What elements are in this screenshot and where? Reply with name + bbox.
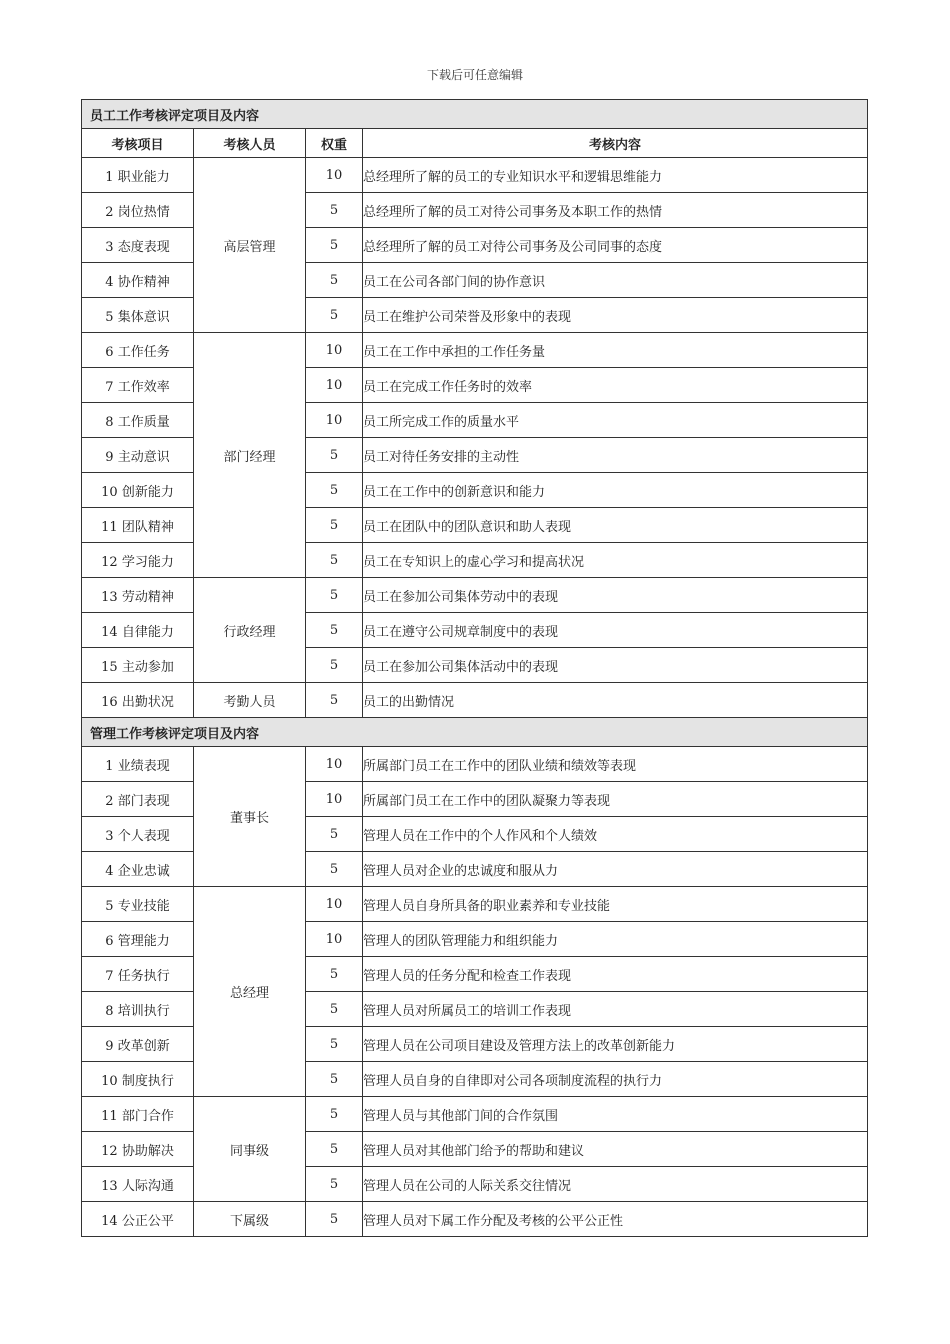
content-cell: 员工所完成工作的质量水平 bbox=[363, 403, 868, 438]
content-cell: 总经理所了解的员工对待公司事务及公司同事的态度 bbox=[363, 228, 868, 263]
item-name: 12 协助解决 bbox=[82, 1132, 194, 1167]
weight-cell: 5 bbox=[306, 438, 363, 473]
table-row bbox=[82, 158, 868, 193]
content-cell: 员工在参加公司集体劳动中的表现 bbox=[363, 578, 868, 613]
content-cell: 管理人员对企业的忠诚度和服从力 bbox=[363, 852, 868, 887]
item-name: 12 学习能力 bbox=[82, 543, 194, 578]
item-name: 6 管理能力 bbox=[82, 922, 194, 957]
item-name: 4 企业忠诚 bbox=[82, 852, 194, 887]
content-cell: 管理人员在公司项目建设及管理方法上的改革创新能力 bbox=[363, 1027, 868, 1062]
content-cell: 员工在完成工作任务时的效率 bbox=[363, 368, 868, 403]
weight-cell: 5 bbox=[306, 578, 363, 613]
weight-cell: 5 bbox=[306, 193, 363, 228]
content-cell: 所属部门员工在工作中的团队业绩和绩效等表现 bbox=[363, 747, 868, 782]
weight-cell: 10 bbox=[306, 922, 363, 957]
weight-cell: 5 bbox=[306, 852, 363, 887]
content-cell: 员工在公司各部门间的协作意识 bbox=[363, 263, 868, 298]
table-row bbox=[82, 887, 868, 922]
content-cell: 管理人员对下属工作分配及考核的公平公正性 bbox=[363, 1202, 868, 1237]
weight-cell: 5 bbox=[306, 298, 363, 333]
table-row bbox=[82, 578, 868, 613]
section-title: 管理工作考核评定项目及内容 bbox=[82, 718, 868, 747]
weight-cell: 5 bbox=[306, 992, 363, 1027]
evaluator-cell: 董事长 bbox=[194, 747, 306, 887]
weight-cell: 5 bbox=[306, 1062, 363, 1097]
content-cell: 员工在遵守公司规章制度中的表现 bbox=[363, 613, 868, 648]
content-cell: 员工在团队中的团队意识和助人表现 bbox=[363, 508, 868, 543]
column-header-content: 考核内容 bbox=[363, 129, 868, 158]
table-row bbox=[82, 1097, 868, 1132]
weight-cell: 5 bbox=[306, 228, 363, 263]
content-cell: 管理人员在公司的人际关系交往情况 bbox=[363, 1167, 868, 1202]
item-name: 14 自律能力 bbox=[82, 613, 194, 648]
item-name: 6 工作任务 bbox=[82, 333, 194, 368]
weight-cell: 10 bbox=[306, 333, 363, 368]
item-name: 9 改革创新 bbox=[82, 1027, 194, 1062]
item-name: 3 态度表现 bbox=[82, 228, 194, 263]
item-name: 1 职业能力 bbox=[82, 158, 194, 193]
content-cell: 管理人员在工作中的个人作风和个人绩效 bbox=[363, 817, 868, 852]
weight-cell: 5 bbox=[306, 683, 363, 718]
weight-cell: 5 bbox=[306, 1097, 363, 1132]
section-title: 员工工作考核评定项目及内容 bbox=[82, 100, 868, 129]
item-name: 2 部门表现 bbox=[82, 782, 194, 817]
weight-cell: 5 bbox=[306, 613, 363, 648]
content-cell: 员工在工作中的创新意识和能力 bbox=[363, 473, 868, 508]
weight-cell: 5 bbox=[306, 957, 363, 992]
content-cell: 所属部门员工在工作中的团队凝聚力等表现 bbox=[363, 782, 868, 817]
content-cell: 员工的出勤情况 bbox=[363, 683, 868, 718]
item-name: 5 专业技能 bbox=[82, 887, 194, 922]
item-name: 15 主动参加 bbox=[82, 648, 194, 683]
item-name: 10 制度执行 bbox=[82, 1062, 194, 1097]
content-cell: 员工对待任务安排的主动性 bbox=[363, 438, 868, 473]
evaluator-cell: 同事级 bbox=[194, 1097, 306, 1202]
section-header bbox=[82, 100, 868, 129]
evaluator-cell: 下属级 bbox=[194, 1202, 306, 1237]
table-row bbox=[82, 747, 868, 782]
weight-cell: 5 bbox=[306, 508, 363, 543]
weight-cell: 5 bbox=[306, 543, 363, 578]
evaluator-cell: 部门经理 bbox=[194, 333, 306, 578]
column-header-weight: 权重 bbox=[306, 129, 363, 158]
weight-cell: 5 bbox=[306, 473, 363, 508]
weight-cell: 10 bbox=[306, 887, 363, 922]
content-cell: 员工在维护公司荣誉及形象中的表现 bbox=[363, 298, 868, 333]
weight-cell: 10 bbox=[306, 368, 363, 403]
content-cell: 管理人员的任务分配和检查工作表现 bbox=[363, 957, 868, 992]
item-name: 2 岗位热情 bbox=[82, 193, 194, 228]
content-cell: 管理人员对其他部门给予的帮助和建议 bbox=[363, 1132, 868, 1167]
weight-cell: 10 bbox=[306, 158, 363, 193]
content-cell: 管理人的团队管理能力和组织能力 bbox=[363, 922, 868, 957]
section-header bbox=[82, 718, 868, 747]
item-name: 5 集体意识 bbox=[82, 298, 194, 333]
content-cell: 员工在工作中承担的工作任务量 bbox=[363, 333, 868, 368]
content-cell: 员工在参加公司集体活动中的表现 bbox=[363, 648, 868, 683]
content-cell: 员工在专知识上的虚心学习和提高状况 bbox=[363, 543, 868, 578]
column-header-evaluator: 考核人员 bbox=[194, 129, 306, 158]
content-cell: 管理人员与其他部门间的合作氛围 bbox=[363, 1097, 868, 1132]
weight-cell: 5 bbox=[306, 648, 363, 683]
item-name: 3 个人表现 bbox=[82, 817, 194, 852]
weight-cell: 5 bbox=[306, 1167, 363, 1202]
column-header-item: 考核项目 bbox=[82, 129, 194, 158]
table-row bbox=[82, 333, 868, 368]
content-cell: 总经理所了解的员工的专业知识水平和逻辑思维能力 bbox=[363, 158, 868, 193]
item-name: 13 人际沟通 bbox=[82, 1167, 194, 1202]
evaluator-cell: 总经理 bbox=[194, 887, 306, 1097]
weight-cell: 5 bbox=[306, 1027, 363, 1062]
item-name: 16 出勤状况 bbox=[82, 683, 194, 718]
weight-cell: 5 bbox=[306, 817, 363, 852]
item-name: 11 部门合作 bbox=[82, 1097, 194, 1132]
table-row bbox=[82, 683, 868, 718]
item-name: 7 工作效率 bbox=[82, 368, 194, 403]
content-cell: 总经理所了解的员工对待公司事务及本职工作的热情 bbox=[363, 193, 868, 228]
item-name: 14 公正公平 bbox=[82, 1202, 194, 1237]
item-name: 4 协作精神 bbox=[82, 263, 194, 298]
item-name: 13 劳动精神 bbox=[82, 578, 194, 613]
weight-cell: 5 bbox=[306, 263, 363, 298]
item-name: 10 创新能力 bbox=[82, 473, 194, 508]
item-name: 1 业绩表现 bbox=[82, 747, 194, 782]
table-row bbox=[82, 1202, 868, 1237]
weight-cell: 10 bbox=[306, 403, 363, 438]
weight-cell: 10 bbox=[306, 782, 363, 817]
content-cell: 管理人员对所属员工的培训工作表现 bbox=[363, 992, 868, 1027]
item-name: 9 主动意识 bbox=[82, 438, 194, 473]
item-name: 8 工作质量 bbox=[82, 403, 194, 438]
column-header-row bbox=[82, 129, 868, 158]
evaluator-cell: 高层管理 bbox=[194, 158, 306, 333]
evaluator-cell: 行政经理 bbox=[194, 578, 306, 683]
item-name: 8 培训执行 bbox=[82, 992, 194, 1027]
item-name: 11 团队精神 bbox=[82, 508, 194, 543]
evaluation-table bbox=[81, 99, 868, 1237]
weight-cell: 10 bbox=[306, 747, 363, 782]
content-cell: 管理人员自身所具备的职业素养和专业技能 bbox=[363, 887, 868, 922]
weight-cell: 5 bbox=[306, 1132, 363, 1167]
item-name: 7 任务执行 bbox=[82, 957, 194, 992]
evaluator-cell: 考勤人员 bbox=[194, 683, 306, 718]
weight-cell: 5 bbox=[306, 1202, 363, 1237]
content-cell: 管理人员自身的自律即对公司各项制度流程的执行力 bbox=[363, 1062, 868, 1097]
header-note: 下载后可任意编辑 bbox=[426, 68, 523, 82]
